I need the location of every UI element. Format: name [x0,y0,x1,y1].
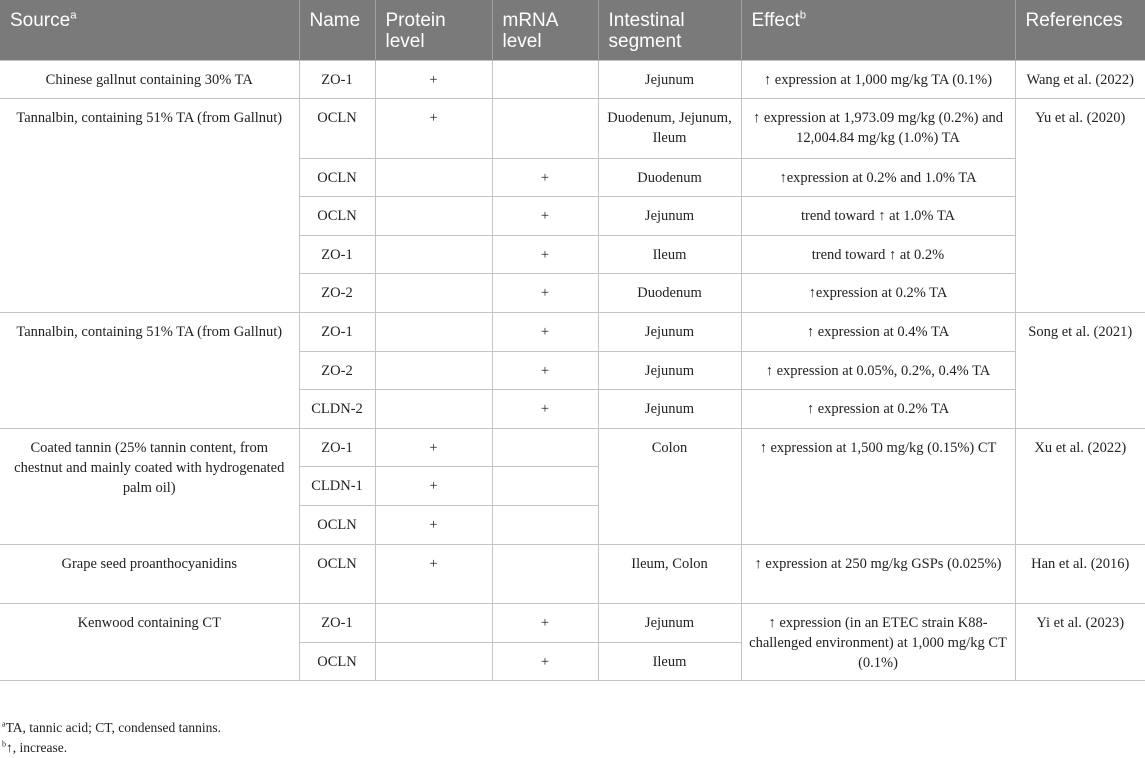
reference-cell: Yu et al. (2020) [1015,99,1145,313]
header-references: References [1015,0,1145,60]
protein-cell [375,604,492,643]
segment-cell: Jejunum [598,604,741,643]
protein-cell [375,390,492,429]
mrna-cell [492,99,598,159]
name-cell: OCLN [299,506,375,545]
name-cell: ZO-1 [299,235,375,274]
name-cell: CLDN-1 [299,467,375,506]
effect-cell: ↑ expression at 250 mg/kg GSPs (0.025%) [741,544,1015,604]
effect-cell: trend toward ↑ at 0.2% [741,235,1015,274]
protein-cell: + [375,60,492,99]
segment-cell: Jejunum [598,313,741,352]
name-cell: OCLN [299,158,375,197]
name-cell: ZO-2 [299,274,375,313]
table-row [0,60,1145,99]
effect-cell: ↑ expression (in an ETEC strain K88-challenged environment) at 1,000 mg/kg CT (0.1%) [741,604,1015,681]
name-cell: OCLN [299,544,375,604]
effect-cell: ↑ expression at 1,500 mg/kg (0.15%) CT [741,428,1015,544]
effect-cell: ↑ expression at 1,973.09 mg/kg (0.2%) and 12,004.84 mg/kg (1.0%) TA [741,99,1015,159]
protein-cell: + [375,99,492,159]
protein-cell: + [375,428,492,467]
protein-cell: + [375,544,492,604]
segment-cell: Ileum [598,642,741,681]
table-row [0,604,1145,643]
effect-cell: ↑ expression at 0.4% TA [741,313,1015,352]
protein-cell [375,313,492,352]
effect-cell: ↑ expression at 0.2% TA [741,390,1015,429]
header-effect: Effect$^b$ [741,0,1015,60]
mrna-cell: + [492,235,598,274]
name-cell: ZO-1 [299,604,375,643]
header-name: Name [299,0,375,60]
name-cell: ZO-1 [299,313,375,352]
mrna-cell: + [492,313,598,352]
name-cell: OCLN [299,99,375,159]
mrna-cell [492,60,598,99]
header-intestinal-segment: Intestinal segment [598,0,741,60]
name-cell: CLDN-2 [299,390,375,429]
mrna-cell: + [492,274,598,313]
table-row [0,428,1145,467]
table-header-row [0,0,1145,60]
source-cell: Chinese gallnut containing 30% TA [0,60,299,99]
segment-cell: Colon [598,428,741,544]
name-cell: ZO-2 [299,351,375,390]
source-cell: Grape seed proanthocyanidins [0,544,299,604]
effect-cell: trend toward ↑ at 1.0% TA [741,197,1015,236]
mrna-cell: + [492,351,598,390]
mrna-cell [492,506,598,545]
mrna-cell [492,544,598,604]
table-row [0,544,1145,604]
name-cell: ZO-1 [299,60,375,99]
protein-cell [375,274,492,313]
protein-cell [375,351,492,390]
source-cell: Tannalbin, containing 51% TA (from Gallnut) [0,99,299,313]
name-cell: ZO-1 [299,428,375,467]
protein-cell: + [375,467,492,506]
protein-cell: + [375,506,492,545]
protein-cell [375,158,492,197]
effect-cell: ↑expression at 0.2% TA [741,274,1015,313]
reference-cell: Xu et al. (2022) [1015,428,1145,544]
effect-cell: ↑ expression at 1,000 mg/kg TA (0.1%) [741,60,1015,99]
footnotes [2,718,221,758]
mrna-cell: + [492,197,598,236]
effect-cell: ↑ expression at 0.05%, 0.2%, 0.4% TA [741,351,1015,390]
mrna-cell: + [492,390,598,429]
segment-cell: Jejunum [598,351,741,390]
mrna-cell [492,467,598,506]
header-protein-level: Protein level [375,0,492,60]
protein-cell [375,642,492,681]
segment-cell: Duodenum [598,158,741,197]
effect-cell: ↑expression at 0.2% and 1.0% TA [741,158,1015,197]
table-row [0,99,1145,159]
protein-cell [375,235,492,274]
mrna-cell: + [492,642,598,681]
segment-cell: Ileum, Colon [598,544,741,604]
source-cell: Kenwood containing CT [0,604,299,681]
name-cell: OCLN [299,197,375,236]
mrna-cell: + [492,158,598,197]
mrna-cell: + [492,604,598,643]
footnote-a: $^a$TA, tannic acid; CT, condensed tannins. [2,719,221,735]
segment-cell: Jejunum [598,390,741,429]
segment-cell: Jejunum [598,60,741,99]
reference-cell: Han et al. (2016) [1015,544,1145,604]
mrna-cell [492,428,598,467]
protein-cell [375,197,492,236]
source-cell: Coated tannin (25% tannin content, from chestnut and mainly coated with hydrogenated palm oil) [0,428,299,544]
reference-cell: Wang et al. (2022) [1015,60,1145,99]
header-source: Source$^a$ [0,0,299,60]
reference-cell: Song et al. (2021) [1015,313,1145,429]
header-mrna-level: mRNA level [492,0,598,60]
source-cell: Tannalbin, containing 51% TA (from Gallnut) [0,313,299,429]
table-row [0,313,1145,352]
segment-cell: Jejunum [598,197,741,236]
segment-cell: Duodenum [598,274,741,313]
name-cell: OCLN [299,642,375,681]
segment-cell: Duodenum, Jejunum, Ileum [598,99,741,159]
footnote-b: $^b$↑, increase. [2,739,68,755]
reference-cell: Yi et al. (2023) [1015,604,1145,681]
segment-cell: Ileum [598,235,741,274]
